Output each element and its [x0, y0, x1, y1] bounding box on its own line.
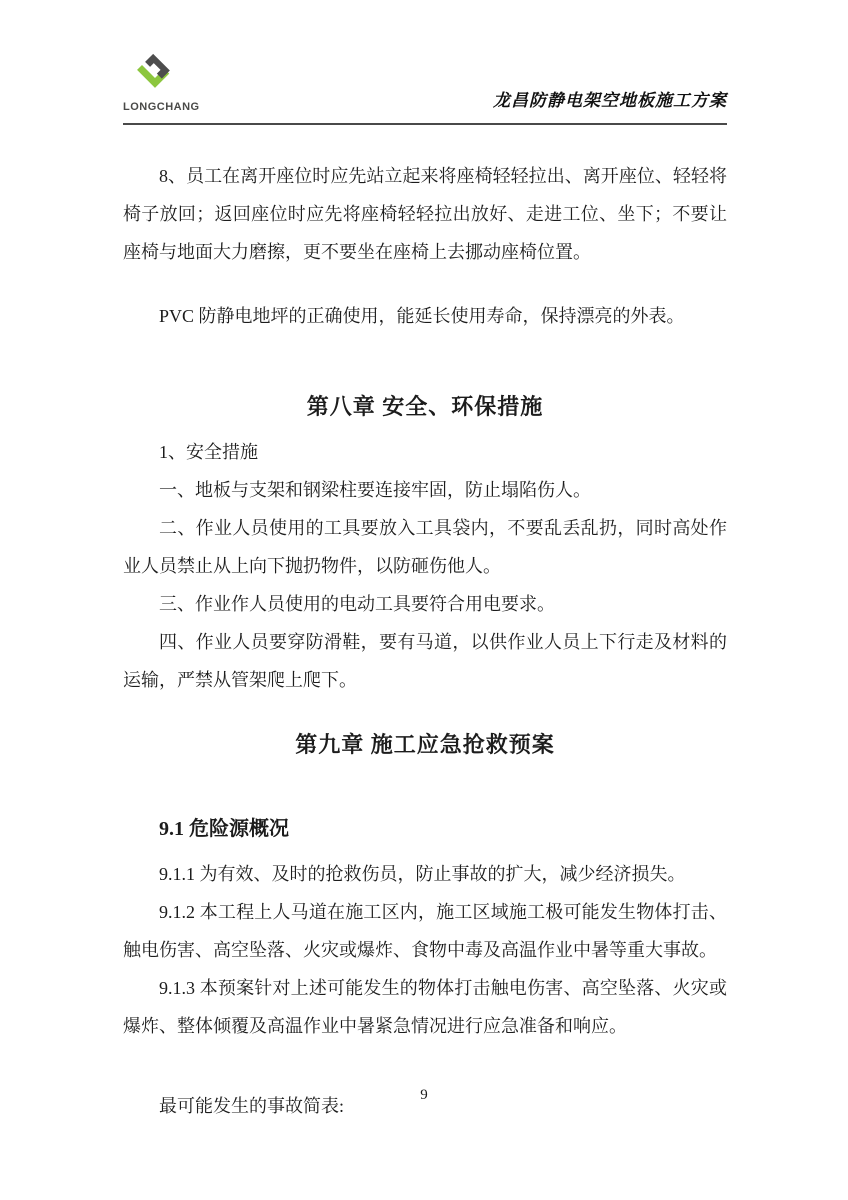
chapter8-heading: 第八章 安全、环保措施	[306, 394, 544, 419]
chapter8-item: 三、作业作人员使用的电动工具要符合用电要求。	[159, 594, 555, 614]
document-header-title: 龙昌防静电架空地板施工方案	[493, 91, 727, 110]
chapter8-item: 1、安全措施	[159, 442, 258, 462]
longchang-logo-icon	[133, 52, 177, 99]
company-logo	[123, 52, 213, 113]
logo-wordmark: LONGCHANG	[123, 101, 200, 113]
chapter9-item: 9.1.2 本工程上人马道在施工区内，施工区域施工极可能发生物体打击、触电伤害、高空坠落、火灾或爆炸、食物中毒及高温作业中暑等重大事故。	[123, 902, 727, 960]
paragraph-pvc-floor: PVC 防静电地坪的正确使用，能延长使用寿命，保持漂亮的外表。	[159, 306, 685, 326]
document-body	[123, 157, 727, 1125]
chapter8-item: 四、作业人员要穿防滑鞋，要有马道，以供作业人员上下行走及材料的运输，严禁从管架爬上爬下。	[123, 632, 727, 690]
chapter9-heading: 第九章 施工应急抢救预案	[295, 732, 555, 757]
paragraph-seat-rules: 8、员工在离开座位时应先站立起来将座椅轻轻拉出、离开座位、轻轻将椅子放回；返回座位时应先将座椅轻轻拉出放好、走进工位、坐下；不要让座椅与地面大力磨擦，更不要坐在座椅上去挪动座椅位置。	[123, 166, 727, 262]
chapter8-item: 二、作业人员使用的工具要放入工具袋内，不要乱丢乱扔，同时高处作业人员禁止从上向下抛扔物件，以防砸伤他人。	[123, 518, 727, 576]
chapter9-item: 9.1.3 本预案针对上述可能发生的物体打击触电伤害、高空坠落、火灾或爆炸、整体倾覆及高温作业中暑紧急情况进行应急准备和响应。	[123, 978, 727, 1036]
page-number: 9	[420, 1087, 428, 1103]
section-9-1-heading: 9.1 危险源概况	[159, 818, 289, 840]
chapter9-item: 9.1.1 为有效、及时的抢救伤员，防止事故的扩大，减少经济损失。	[159, 864, 686, 884]
accident-table-lead-in: 最可能发生的事故简表:	[159, 1096, 344, 1116]
chapter8-item: 一、地板与支架和钢梁柱要连接牢固，防止塌陷伤人。	[159, 480, 591, 500]
page-header	[123, 0, 727, 125]
